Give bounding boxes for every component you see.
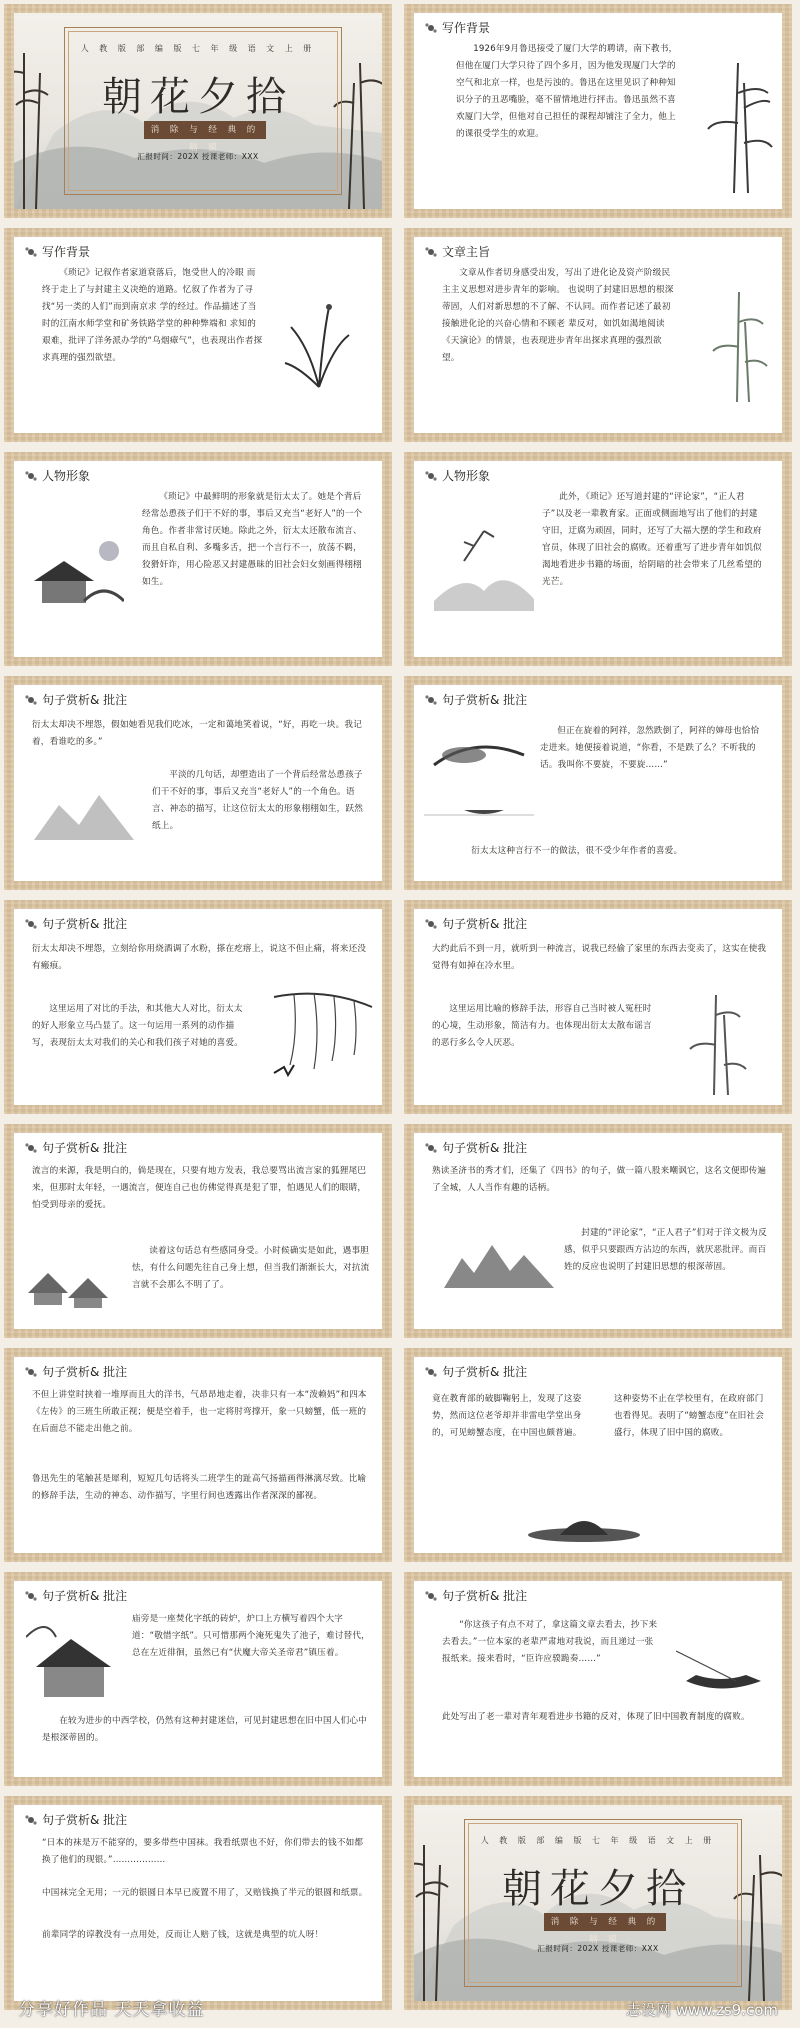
slide-body	[564, 1225, 772, 1276]
slide-card	[414, 685, 782, 881]
pine-boat-icon	[424, 725, 534, 825]
paragraph: 衍太太却决不埋怨，立刻给你用烧酒调了水粉，搽在疙瘩上，说这不但止痛，将来还没有瘢痕。	[32, 944, 367, 971]
ink-house-icon	[26, 1617, 126, 1707]
slide-card	[14, 685, 382, 881]
slide-5	[404, 452, 792, 666]
slide-card	[414, 1357, 782, 1553]
heading-text: 句子赏析& 批注	[42, 693, 128, 707]
ink-flower-icon	[24, 1589, 38, 1603]
heading-text: 句子赏析& 批注	[42, 917, 128, 931]
paragraph: 1926年9月鲁迅接受了厦门大学的聘请，南下教书，但他在厦门大学只待了四个多月，因为他发现厦门大学的空气和北京一样，也是污浊的。鲁迅在这里见识了种种知识分子的丑恶嘴脸，毫不留情地进行抨击。鲁迅虽然不喜欢厦门大学，但他对自己担任的课程却铺注了全力，他上的课很受学生的欢迎。	[456, 44, 678, 139]
straw-hat-icon	[524, 1507, 644, 1547]
ink-mountain-icon	[444, 1233, 554, 1293]
slide-body	[542, 489, 764, 591]
slide-heading	[24, 243, 90, 260]
paragraph: “日本的袜是万不能穿的，要多带些中国袜。我看纸票也不好，你们带去的钱不如都换了他们的现银。”………………	[42, 1838, 364, 1865]
heading-text: 写作背景	[42, 245, 91, 259]
slide-card	[414, 909, 782, 1105]
slide-12	[4, 1348, 392, 1562]
paragraph: 《琐记》记叙作者家道衰落后，饱受世人的冷眼 而终于走上了与封建主义决绝的道路。忆叙了作者为了寻找“另一类的人们”而到南京求 学的经过。作品描述了当时的江南水师学堂和矿务铁路学堂的种种弊端和 求知的艰难，批评了洋务派办学的“乌烟瘴气”，也表现出作者探求真理的强烈欲望。	[42, 268, 263, 363]
ink-flower-icon	[424, 1141, 438, 1155]
slide-card	[414, 461, 782, 657]
ink-flower-icon	[424, 1365, 438, 1379]
heading-text: 句子赏析& 批注	[442, 1365, 528, 1379]
paragraph: 流言的来源，我是明白的，倘是现在，只要有地方发表，我总要骂出流言家的狐狸尾巴来，但那时太年轻，一遇流言，便连自己也仿佛觉得真是犯了罪，怕遇见人们的眼睛，怕受到母亲的爱抚。	[32, 1166, 367, 1210]
slide-body	[132, 1611, 372, 1662]
paragraph: 衍太太这种言行不一的做法，很不受少年作者的喜爱。	[471, 846, 683, 856]
slide-heading	[424, 1587, 527, 1604]
cover-band: 消 除 与 经 典 的 隔 膜	[544, 1913, 666, 1931]
slide-heading	[424, 19, 490, 36]
slide-1	[404, 4, 792, 218]
heading-text: 句子赏析& 批注	[42, 1813, 128, 1827]
slide-body	[32, 1001, 250, 1052]
orchid-icon	[284, 287, 354, 397]
slide-heading	[424, 691, 527, 708]
slide-body	[32, 1387, 372, 1438]
cover-slide	[4, 4, 392, 218]
slide-body	[32, 941, 372, 975]
paragraph: 前辈同学的谆教没有一点用处，反而让人赔了钱，这就是典型的坑人呀！	[42, 1930, 324, 1940]
slide-body	[432, 941, 772, 975]
slide-heading	[24, 1139, 127, 1156]
paragraph: 但正在旋着的阿祥，忽然跌倒了，阿祥的婶母也恰恰走进来。她便接着说道，“你看，不是跌了么？不听我的话。我叫你不要旋，不要旋……”	[540, 726, 760, 770]
slide-body	[42, 1927, 372, 1944]
paragraph: 庙旁是一座焚化字纸的砖炉，炉口上方横写着四个大字道：“敬惜字纸”。只可惜那两个淹死鬼失了池子，难讨替代，总在左近徘徊，虽然已有“伏魔大帝关圣帝君”镇压着。	[132, 1614, 370, 1658]
heading-text: 句子赏析& 批注	[442, 917, 528, 931]
slide-heading	[424, 1139, 527, 1156]
slide-heading	[424, 1363, 527, 1380]
ink-flower-icon	[424, 917, 438, 931]
slide-body	[432, 1163, 772, 1197]
slide-body	[152, 767, 366, 835]
boat-icon	[676, 1641, 766, 1701]
slide-card	[14, 237, 382, 433]
paragraph: 平淡的几句话，却塑造出了一个背后经常怂恿孩子们干不好的事，事后又充当“老好人”的一个角色。语言、神态的描写，让这位衍太太的形象栩栩如生，跃然纸上。	[152, 770, 364, 831]
ink-flower-icon	[24, 693, 38, 707]
paragraph: 鲁迅先生的笔触甚是犀利，短短几句话将头二班学生的趾高气扬描画得淋漓尽致。比喻的修辞手法，生动的神态、动作描写，字里行间也透露出作者深深的鄙视。	[32, 1474, 367, 1501]
slide-body	[432, 1391, 592, 1442]
slide-2	[4, 228, 392, 442]
slide-heading	[24, 467, 90, 484]
slide-body	[42, 1835, 372, 1869]
paragraph: 此处写出了老一辈对青年观看进步书籍的反对，体现了旧中国教育制度的腐败。	[442, 1712, 750, 1722]
cover-card	[414, 1805, 782, 2001]
slide-11	[404, 1124, 792, 1338]
slide-body	[540, 723, 768, 774]
ink-flower-icon	[424, 245, 438, 259]
watermark-right: 志设网 www.zs9.com	[626, 2001, 778, 2019]
slide-card	[14, 1133, 382, 1329]
slide-7	[404, 676, 792, 890]
bamboo-icon	[684, 995, 754, 1095]
slide-body	[132, 1243, 372, 1294]
ink-flower-icon	[424, 693, 438, 707]
slide-card	[414, 1581, 782, 1777]
slide-body	[454, 843, 764, 860]
slide-10	[4, 1124, 392, 1338]
ink-flower-icon	[24, 1141, 38, 1155]
cover-meta: 汇报时间：202X 授课老师：XXX	[137, 152, 259, 161]
ink-flower-icon	[24, 1365, 38, 1379]
slide-heading	[24, 915, 127, 932]
slide-14	[4, 1572, 392, 1786]
slide-card	[414, 13, 782, 209]
paragraph: 此外，《琐记》还写道封建的“评论家”，“正人君子”以及老一辈教育家。正面或侧面地写出了他们的封建守旧，迂腐为顽固，同时，还写了大福大摆的学生和政府官员，体现了旧社会的腐败。还着重写了进步青年如饥似渴地看进步书籍的场面，给阴暗的社会带来了几丝希望的光芒。	[542, 492, 762, 587]
heading-text: 人物形象	[42, 469, 91, 483]
paragraph: 中国袜完全无用；一元的银圆日本早已废置不用了，又赔钱换了半元的银圆和纸票。	[42, 1888, 368, 1898]
cover-subtitle: 人 教 版 部 编 版 七 年 级 语 文 上 册	[80, 44, 316, 53]
cover-meta: 汇报时间：202X 授课老师：XXX	[537, 1944, 659, 1953]
paragraph: 这里运用比喻的修辞手法，形容自己当时被人冤枉时的心境，生动形象，简洁有力。也体现出衍太太散布谣言的恶行多么令人厌恶。	[432, 1004, 652, 1048]
slide-body	[32, 1163, 372, 1214]
slide-body	[32, 717, 372, 751]
slide-heading	[24, 1811, 127, 1828]
paragraph: 《琐记》中最鲜明的形象就是衍太太了。她是个背后经常怂恿孩子们干不好的事，事后又充当“老好人”的一个角色。作者非常讨厌她。除此之外，衍太太还散布流言、而且自私自利、多嘴多舌，把一个言行不一，放荡不羁，狡猾奸诈，用心险恶又封建愚昧的旧社会妇女刻画得栩栩如生。	[142, 492, 363, 587]
village-house-icon	[24, 521, 124, 611]
slide-body	[42, 1885, 372, 1902]
ink-flower-icon	[24, 1813, 38, 1827]
ink-landscape-icon	[434, 521, 534, 611]
ink-flower-icon	[424, 1589, 438, 1603]
slide-8	[4, 900, 392, 1114]
cover-title: 朝花夕拾	[502, 1866, 694, 1912]
slide-body	[442, 1709, 772, 1726]
slide-16	[4, 1796, 392, 2010]
cover-card	[14, 13, 382, 209]
slide-body	[442, 1617, 660, 1668]
bamboo-icon	[704, 63, 774, 193]
ink-village-icon	[28, 1243, 128, 1313]
slide-9	[404, 900, 792, 1114]
cover-title: 朝花夕拾	[102, 74, 294, 120]
paragraph: 熟读圣济书的秀才们，还集了《四书》的句子，做一篇八股来嘲讽它，这名文便即传遍了全城，人人当作有趣的话柄。	[432, 1166, 767, 1193]
slide-3	[404, 228, 792, 442]
slide-card	[14, 461, 382, 657]
cover-band: 消 除 与 经 典 的 隔 膜	[144, 121, 266, 139]
slide-card	[14, 909, 382, 1105]
slide-heading	[24, 691, 127, 708]
slide-heading	[24, 1363, 127, 1380]
cover-subtitle: 人 教 版 部 编 版 七 年 级 语 文 上 册	[480, 1836, 716, 1845]
heading-text: 句子赏析& 批注	[442, 1141, 528, 1155]
paragraph: 大约此后不到一月，就听到一种流言，说我已经偷了家里的东西去变卖了，这实在使我觉得有如掉在冷水里。	[432, 944, 767, 971]
watermark-left: 分享好作品 天天拿收益	[18, 2000, 205, 2020]
heading-text: 句子赏析& 批注	[42, 1365, 128, 1379]
slide-4	[4, 452, 392, 666]
slide-body	[456, 41, 678, 143]
slide-13	[404, 1348, 792, 1562]
bamboo-icon	[709, 292, 769, 402]
slide-heading	[424, 467, 490, 484]
ink-mountain-icon	[34, 785, 134, 845]
slide-body	[142, 489, 364, 591]
ink-flower-icon	[24, 469, 38, 483]
heading-text: 句子赏析& 批注	[442, 1589, 528, 1603]
paragraph: 在较为进步的中西学校，仍然有这种封建迷信，可见封建思想在旧中国人们心中是根深蒂固的。	[42, 1716, 367, 1743]
slide-6	[4, 676, 392, 890]
paragraph: 竟在教育部的破脚鞠躬上，发现了这姿势，然而这位老爷却并非雷电学堂出身的，可见螃蟹态度，在中国也颇普遍。	[432, 1394, 582, 1438]
slide-card	[14, 1581, 382, 1777]
heading-text: 句子赏析& 批注	[42, 1141, 128, 1155]
slide-body	[614, 1391, 772, 1442]
slide-card	[414, 1133, 782, 1329]
heading-text: 句子赏析& 批注	[42, 1589, 128, 1603]
paragraph: 衍太太却决不埋怨，假如她看见我们吃冰，一定和蔼地笑着说，“好，再吃一块。我记着，看谁吃的多。”	[32, 720, 363, 747]
heading-text: 写作背景	[442, 21, 491, 35]
slide-body	[42, 265, 264, 367]
paragraph: 不但上讲堂时挟着一堆厚而且大的洋书，气昂昂地走着，决非只有一本“泼赖妈”和四本《左传》的三班生所敢正视；便是空着手，也一定将肘弯撑开，象一只螃蟹，低一班的在后面总不能走出他之前。	[32, 1390, 367, 1434]
ink-flower-icon	[424, 469, 438, 483]
paragraph: 封建的“评论家”，“正人君子”们对于洋文极为反感，似乎只要跟西方沾边的东西，就厌恶批评。而百姓的反应也说明了封建旧思想的根深蒂固。	[564, 1228, 767, 1272]
slide-body	[442, 265, 674, 367]
cover-slide-end	[404, 1796, 792, 2010]
slide-card	[414, 237, 782, 433]
ink-flower-icon	[24, 917, 38, 931]
slide-15	[404, 1572, 792, 1786]
slide-body	[42, 1713, 372, 1747]
paragraph: 文章从作者切身感受出发，写出了进化论及资产阶级民主主义思想对进步青年的影响。 也说明了封建旧思想的根深蒂固，人们对新思想的不了解、不认同。而作者记述了最初接触进化论的兴奋心情和不顾老 辈反对，如饥如渴地阅读《天演论》的情景，也表现进步青年出探求真理的强烈欲望。	[442, 268, 674, 363]
ink-flower-icon	[24, 245, 38, 259]
paragraph: 读着这句话总有些感同身受。小时候确实是如此，遇事胆怯，有什么问题先往自己身上想，但当我们渐渐长大，对抗流言就不会那么不明了了。	[132, 1246, 370, 1290]
heading-text: 人物形象	[442, 469, 491, 483]
paragraph: 这种姿势不止在学校里有，在政府部门也看得见。表明了“螃蟹态度”在旧社会盛行，体现了旧中国的腐败。	[614, 1394, 765, 1438]
slide-heading	[424, 915, 527, 932]
slide-heading	[424, 243, 490, 260]
slide-body	[32, 1471, 372, 1505]
ink-flower-icon	[424, 21, 438, 35]
heading-text: 文章主旨	[442, 245, 491, 259]
slide-heading	[24, 1587, 127, 1604]
paragraph: “你这孩子有点不对了，拿这篇文章去看去，抄下来去看去。”一位本家的老辈严肃地对我说，而且递过一张报纸来。接来看时，“臣许应骙跪奏……”	[442, 1620, 658, 1664]
slide-card	[14, 1805, 382, 2001]
paragraph: 这里运用了对比的手法，和其他大人对比，衍太太的好人形象立马凸显了。这一句运用一系列的动作描写，表现衍太太对我们的关心和我们孩子对她的喜爱。	[32, 1004, 244, 1048]
willow-swallow-icon	[264, 987, 374, 1097]
heading-text: 句子赏析& 批注	[442, 693, 528, 707]
slide-body	[432, 1001, 660, 1052]
slide-card	[14, 1357, 382, 1553]
